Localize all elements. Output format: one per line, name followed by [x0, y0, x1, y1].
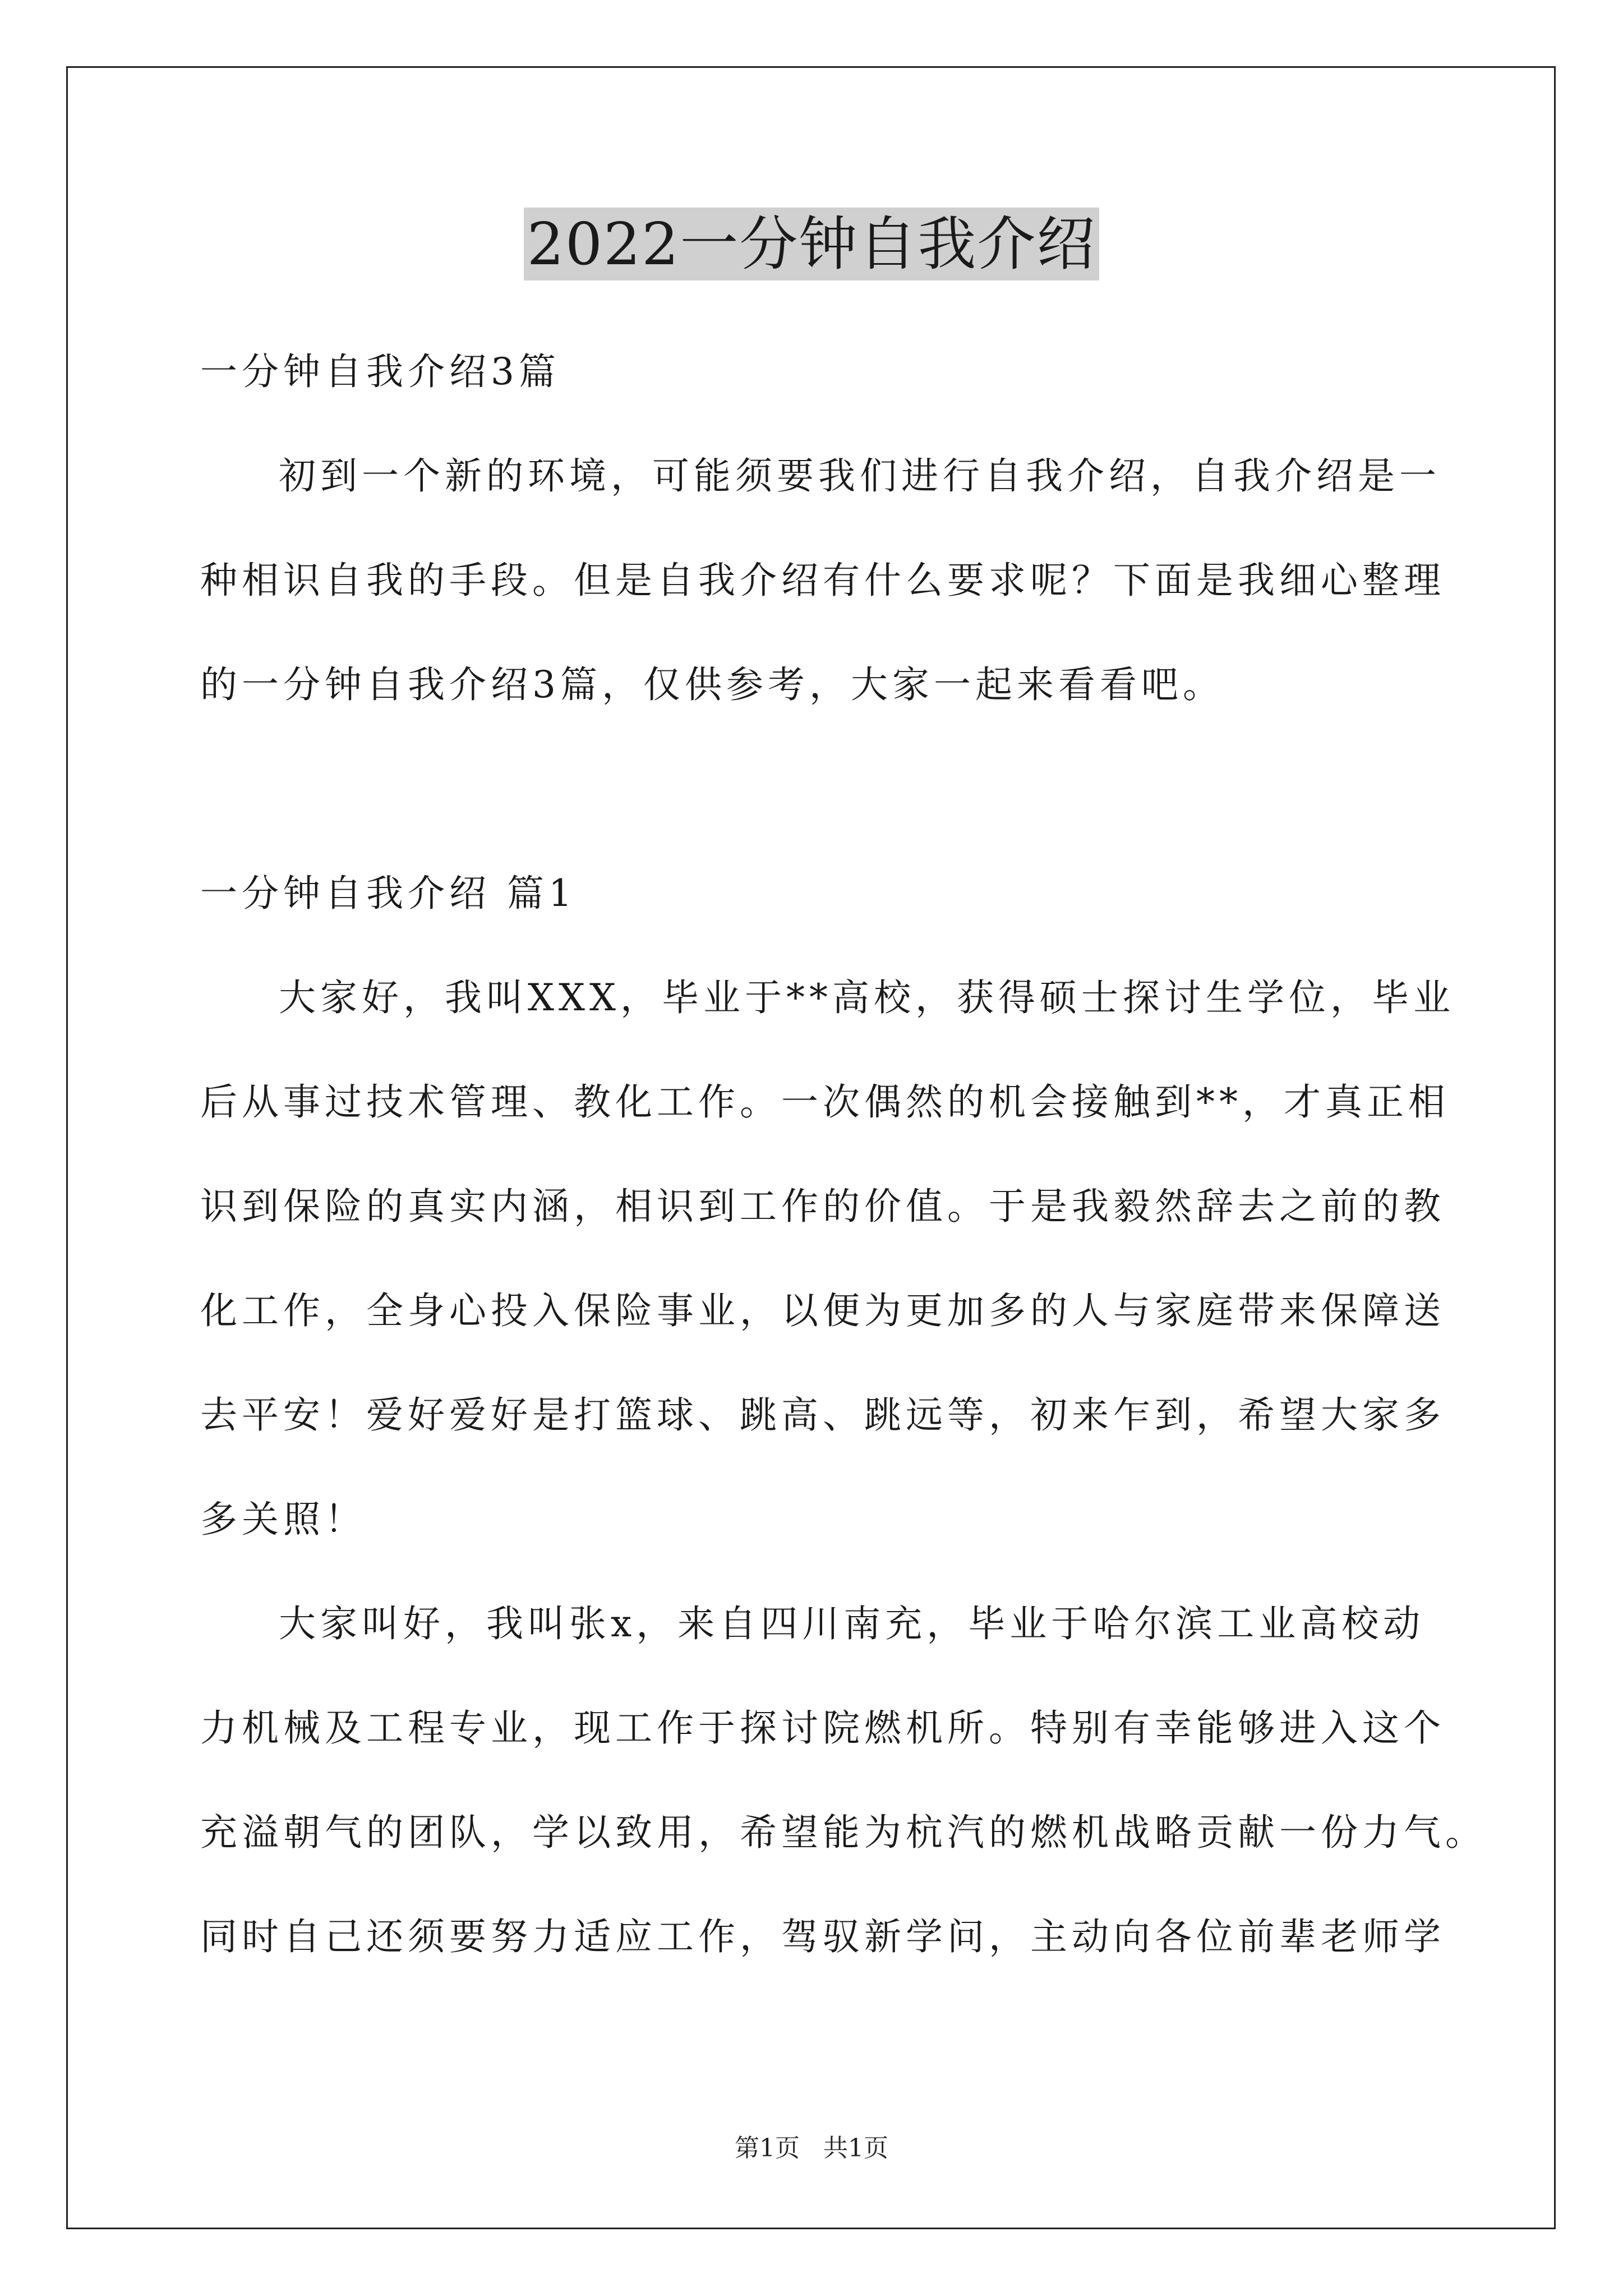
text-line: 充溢朝气的团队，学以致用，希望能为杭汽的燃机战略贡献一份力气。 [200, 1811, 1487, 1854]
title-wrap [0, 208, 1623, 280]
page-number-total: 共1页 [823, 2134, 888, 2162]
text-line: 大家好，我叫XXX，毕业于**高校，获得硕士探讨生学位，毕业 [279, 976, 1455, 1019]
document-title: 2022一分钟自我介绍 [524, 208, 1100, 280]
page-footer [0, 2132, 1623, 2165]
text-line: 多关照！ [200, 1498, 366, 1541]
text-line: 化工作，全身心投入保险事业，以便为更加多的人与家庭带来保障送 [200, 1289, 1445, 1332]
text-line: 力机械及工程专业，现工作于探讨院燃机所。特别有幸能够进入这个 [200, 1706, 1445, 1750]
text-line: 后从事过技术管理、教化工作。一次偶然的机会接触到**，才真正相 [200, 1080, 1450, 1124]
text-line: 同时自己还须要努力适应工作，驾驭新学问，主动向各位前辈老师学 [200, 1915, 1445, 1958]
text-line: 去平安！爱好爱好是打篮球、跳高、跳远等，初来乍到，希望大家多 [200, 1393, 1445, 1437]
page-number-current: 第1页 [735, 2134, 800, 2162]
text-line: 种相识自我的手段。但是自我介绍有什么要求呢？下面是我细心整理 [200, 559, 1445, 602]
paragraph-gap [200, 737, 1462, 841]
text-line: 初到一个新的环境，可能须要我们进行自我介绍，自我介绍是一 [279, 454, 1441, 498]
text-line: 大家叫好，我叫张x，来自四川南充，毕业于哈尔滨工业高校动 [279, 1602, 1425, 1645]
text-line: 一分钟自我介绍 篇1 [200, 872, 577, 915]
text-line: 识到保险的真实内涵，相识到工作的价值。于是我毅然辞去之前的教 [200, 1185, 1445, 1228]
document-body [200, 320, 1487, 1989]
text-line: 的一分钟自我介绍3篇，仅供参考，大家一起来看看吧。 [200, 663, 1224, 706]
text-line: 一分钟自我介绍3篇 [200, 350, 560, 393]
